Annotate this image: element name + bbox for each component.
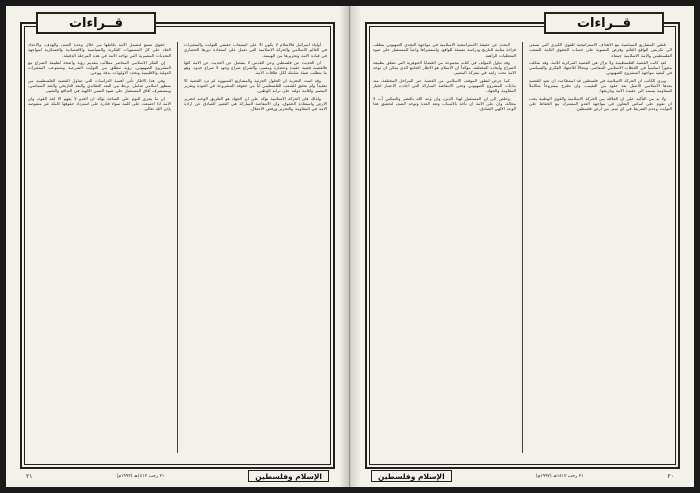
paragraph: كما عرض لتطور الموقف الاسلامي من القضية عبر المراحل المختلفة، منذ بدايات المشروع الصهيوني وحتى الانتفاضة المباركة التي اعادت الاعتبار لخيار المقاومة والجهاد. bbox=[373, 77, 516, 94]
paragraph: وخلص الى ان المستقبل لهذا الدين، وان وعد الله بالنصر والتمكين آت لا محالة، وان على الامة ان تأخذ بالاسباب وتعد العدة وتوحد الصف لتحقيق هذا الوعد الالهي الصادق. bbox=[373, 95, 516, 112]
paragraph: أولياء اسرائيل فالاسلام لا يكون الا على استيعاب حقيقي للثوابت والمتغيرات في العالم الاسلامي والحركة الاسلامية التي تعمل على استعادة دورها الحضاري في قيادة الامة وتحريرها من الهيمنة. bbox=[184, 42, 327, 58]
column-divider bbox=[522, 42, 523, 453]
paragraph: وقد تناول المؤلف في كتابه مجموعة من القضايا الجوهرية التي تتعلق بطبيعة الصراع وأبعاده المختلفة، مؤكداً ان الاسلام هو الاطار الجامع الذي يمكن ان توحد الامة تحت رايته في معركة المصير. bbox=[373, 59, 516, 76]
paragraph: ويرى الكاتب ان الحركة الاسلامية في فلسطين قد استطاعت ان تعيد للقضية بعدها الاسلامي الاصيل بعد عقود من التغييب، وان تطرح مشروعاً متكاملاً للمقاومة يستند الى عقيدة الامة وتاريخها. bbox=[529, 77, 672, 94]
text-columns bbox=[373, 42, 672, 453]
magazine-logo: الإسلام وفلسطين bbox=[248, 470, 329, 482]
text-column-right bbox=[184, 42, 327, 453]
magazine-logo: الإسلام وفلسطين bbox=[371, 470, 452, 482]
page-number: ٢١ bbox=[26, 472, 33, 480]
gutter-shadow bbox=[351, 6, 361, 487]
section-header bbox=[544, 12, 664, 34]
right-page bbox=[350, 6, 694, 487]
text-columns bbox=[28, 42, 327, 453]
paragraph: إن الفكر الاسلامي المعاصر مطالب بتقديم رؤية واضحة لطبيعة الصراع مع المشروع الصهيوني، رؤية تنطلق من الثوابت الشرعية وتستوعب المتغيرات الدولية والاقليمية وتحدد الاولويات بدقة ووعي. bbox=[28, 59, 171, 76]
gutter-shadow bbox=[339, 6, 349, 487]
paragraph: وفي هذا الاطار تأتي أهمية الدراسات التي تتناول القضية الفلسطينية من منظور اسلامي شامل، يربط بين البعد العقائدي والبعد التاريخي والبعد السياسي، ويستشرف آفاق المستقبل على ضوء السنن الالهية في التدافع والتغيير. bbox=[28, 77, 171, 94]
paragraph: البحث عن حقيقة الاستراتيجية الاسلامية في مواجهة التحدي الصهيوني يتطلب قراءة متأنية للتاريخ ودراسة معمقة للواقع، واستشرافاً واعياً للمستقبل على ضوء المعطيات الراهنة. bbox=[373, 42, 516, 58]
paragraph: تلتقي المشاريع السياسية مع الاهداف الاستراتيجية للقوى الكبرى التي تسعى الى تكريس الواقع القائم وفرض التسوية على حساب الحقوق الثابتة للشعب الفلسطيني والامة الاسلامية جمعاء. bbox=[529, 42, 672, 58]
page-number: ٢٠ bbox=[667, 472, 674, 480]
column-divider bbox=[177, 42, 178, 453]
text-column-right bbox=[529, 42, 672, 453]
paragraph: حقوق تتسع لتشمل الامة بكاملها من خلال وحدة الصف والهدف، والاعداد الجاد على كل المستويات الفكرية والسياسية والاقتصادية والعسكرية لمواجهة التحديات المصيرية التي تواجه الامة في هذه المرحلة الدقيقة. bbox=[28, 42, 171, 58]
paragraph: ولذلك فان الحركة الاسلامية تؤكد على ان الجهاد هو الطريق الوحيد لتحرير الارض واستعادة الحقوق، وان الانتفاضة المباركة هي التعبير الصادق عن ارادة الامة في المقاومة والتحرير ورفض الاحتلال. bbox=[184, 95, 327, 112]
left-page bbox=[6, 6, 350, 487]
page-footer bbox=[20, 469, 335, 483]
issue-date: ٢١ رجب ١٤١٢هـ (١٩٩٢م) bbox=[535, 473, 584, 479]
text-column-left bbox=[28, 42, 171, 453]
paragraph: ان ما يجري اليوم على الساحة يؤكد ان العدو لا يفهم الا لغة القوة، وان الامة اذا اجتمعت على كلمة سواء قادرة على استرداد حقوقها كاملة غير منقوصة بإذن الله تعالى. bbox=[28, 95, 171, 112]
issue-date: ٢١ رجب ١٤١٢هـ (١٩٩٢م) bbox=[116, 473, 165, 479]
section-title: قــراءات bbox=[68, 15, 124, 31]
paragraph: ان الحديث عن فلسطين وعن القدس لا ينفصل عن الحديث عن الامة كلها فالقضية قضية عقيدة وحضارة ومصير، والصراع صراع وجود لا صراع حدود، وهو ما يتطلب تعبئة شاملة لكل طاقات الامة. bbox=[184, 59, 327, 76]
text-column-left bbox=[373, 42, 516, 453]
page-footer bbox=[365, 469, 680, 483]
paragraph: وقد اثبتت التجربة ان الحلول الجزئية والمشاريع التسووية لم تزد القضية الا تعقيداً ولم تحقق للشعب الفلسطيني اياً من حقوقه المشروعة في العودة وتقرير المصير واقامة دولته على ترابه الوطني. bbox=[184, 77, 327, 94]
paragraph: لقد كانت القضية الفلسطينية ولا تزال هي القضية المركزية للامة، وقد شكلت محوراً اساسياً في الخطاب الاسلامي المعاصر، ومجالاً للاجتهاد الفكري والسياسي في كيفية مواجهة المشروع الصهيوني. bbox=[529, 59, 672, 76]
magazine-spread bbox=[6, 6, 694, 487]
paragraph: ولا بد من التأكيد على ان العلاقة بين الحركة الاسلامية والقوى الوطنية يجب ان تقوم على اساس التعاون في مواجهة العدو المشترك مع الحفاظ على الثوابت وعدم التفريط في اي شبر من ارض فلسطين. bbox=[529, 95, 672, 112]
section-header bbox=[36, 12, 156, 34]
section-title: قــراءات bbox=[576, 15, 632, 31]
